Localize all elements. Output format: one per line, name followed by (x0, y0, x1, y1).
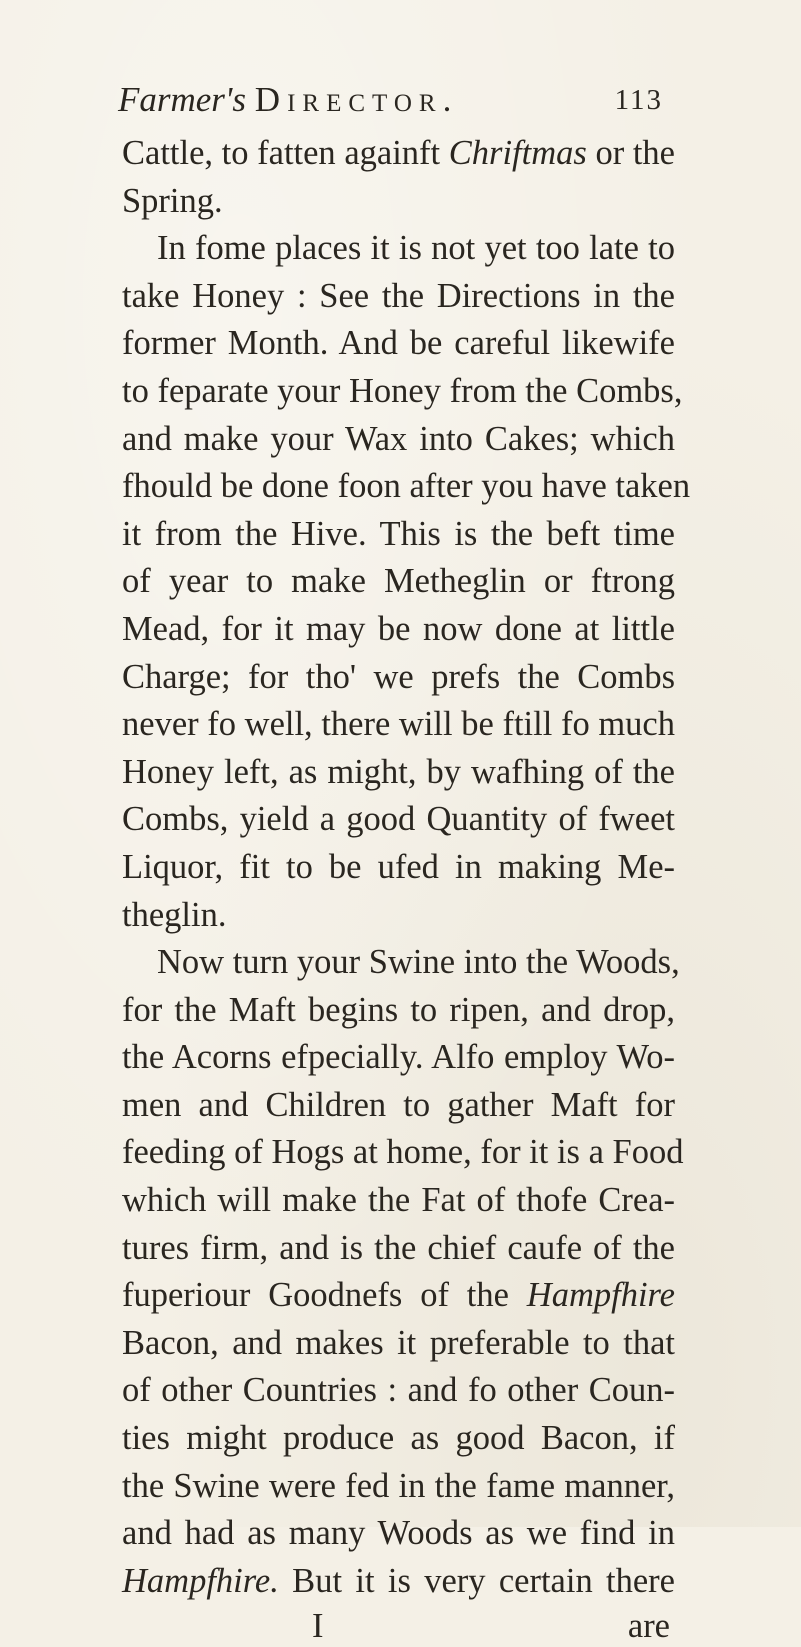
text-line: Cattle, to fatten againft Chriftmas or the (122, 134, 675, 172)
text-line: never fo well, there will be ftill fo much (122, 705, 675, 744)
text-line: the Swine were fed in the fame manner, (122, 1466, 675, 1505)
text-line: and had as many Woods as we find in (122, 1514, 675, 1553)
text-line: Honey left, as might, by wafhing of the (122, 752, 675, 791)
text-line: men and Children to gather Maft for (122, 1085, 675, 1124)
text-line: Liquor, fit to be ufed in making Me- (122, 847, 675, 886)
body-text (122, 130, 691, 1647)
text-line: for the Maft begins to ripen, and drop, (122, 990, 675, 1029)
running-title (118, 78, 458, 122)
text-line: take Honey : See the Directions in the (122, 276, 675, 315)
catchword: are (627, 1607, 670, 1646)
signature-mark: I (312, 1607, 324, 1646)
text-line: Combs, yield a good Quantity of fweet (122, 800, 675, 839)
text-line: ties might produce as good Bacon, if (122, 1419, 675, 1458)
text-line: Bacon, and makes it preferable to that (122, 1323, 675, 1362)
text-line: fhould be done foon after you have taken (122, 467, 691, 506)
paragraph-start-line: Now turn your Swine into the Woods, (157, 943, 680, 982)
text-line: Spring. (122, 181, 223, 220)
text-line: feeding of Hogs at home, for it is a Food (122, 1133, 684, 1172)
text-line: Mead, for it may be now done at little (122, 609, 675, 648)
page-number: 113 (614, 84, 663, 116)
running-title-caps: Director. (254, 80, 459, 119)
page-footer (122, 1605, 675, 1647)
text-line: of year to make Metheglin or ftrong (122, 562, 675, 601)
text-line: Charge; for tho' we prefs the Combs (122, 657, 675, 696)
text-line: the Acorns efpecially. Alfo employ Wo- (122, 1038, 675, 1077)
text-line: it from the Hive. This is the beft time (122, 514, 675, 553)
text-line: of other Countries : and fo other Coun- (122, 1371, 675, 1410)
text-line: theglin. (122, 895, 227, 934)
text-line: and make your Wax into Cakes; which (122, 419, 675, 458)
text-line: fuperiour Goodnefs of the Hampfhire (122, 1276, 675, 1315)
paragraph-start-line: In fome places it is not yet too late to (157, 229, 675, 268)
text-line: former Month. And be careful likewife (122, 324, 675, 363)
text-line: tures firm, and is the chief caufe of the (122, 1228, 675, 1267)
text-line: which will make the Fat of thofe Crea- (122, 1181, 675, 1220)
running-title-italic: Farmer's (118, 80, 255, 119)
running-header (118, 78, 663, 122)
text-line: Hampfhire. But it is very certain there (122, 1561, 675, 1600)
text-line: to feparate your Honey from the Combs, (122, 371, 683, 410)
